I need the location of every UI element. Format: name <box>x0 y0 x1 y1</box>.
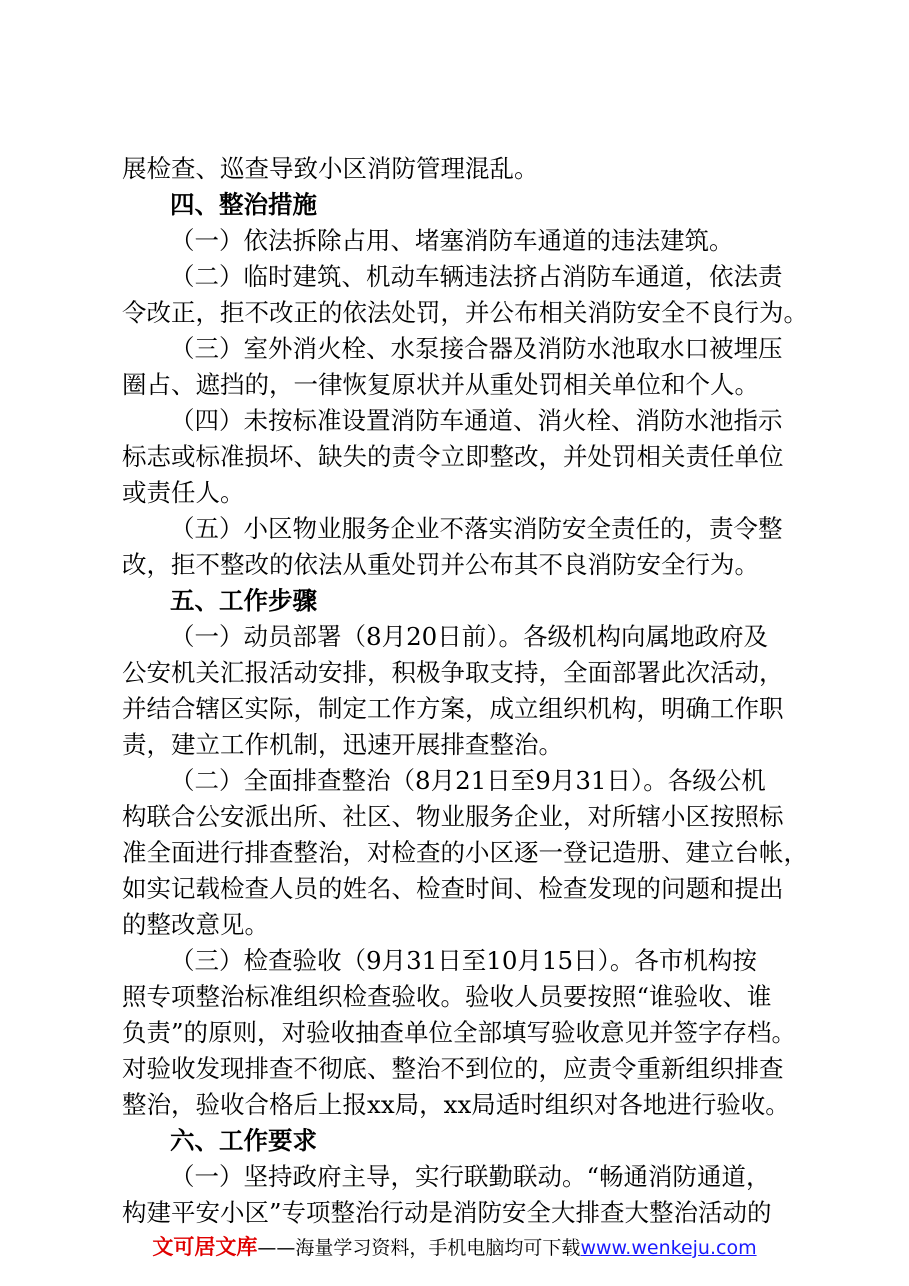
paragraph-line: （一）动员部署（8月20日前）。各级机构向属地政府及 <box>170 622 769 651</box>
paragraph-line: 责，建立工作机制，迅速开展排查整治。 <box>122 730 563 759</box>
paragraph-line: 圈占、遮挡的，一律恢复原状并从重处罚相关单位和个人。 <box>122 370 759 399</box>
paragraph-line: 展检查、巡查导致小区消防管理混乱。 <box>122 154 539 183</box>
paragraph-line: 负责”的原则，对验收抽查单位全部填写验收意见并签字存档。 <box>122 1018 797 1047</box>
paragraph-line: （五）小区物业服务企业不落实消防安全责任的，责令整 <box>170 514 783 543</box>
paragraph-line: （三）检查验收（9月31日至10月15日）。各市机构按 <box>170 946 757 975</box>
paragraph-line: 构联合公安派出所、社区、物业服务企业，对所辖小区按照标 <box>122 802 784 831</box>
paragraph-line: （二）临时建筑、机动车辆违法挤占消防车通道，依法责 <box>170 262 783 291</box>
footer-banner <box>0 1232 909 1263</box>
paragraph-line: 令改正，拒不改正的依法处罚，并公布相关消防安全不良行为。 <box>122 298 808 327</box>
paragraph-line: 整治，验收合格后上报xx局，xx局适时组织对各地进行验收。 <box>122 1090 790 1119</box>
footer-link[interactable]: www.wenkeju.com <box>580 1237 757 1259</box>
paragraph-line: 构建平安小区”专项整治行动是消防安全大排查大整治活动的 <box>122 1198 772 1227</box>
paragraph-line: （三）室外消火栓、水泵接合器及消防水池取水口被埋压 <box>170 334 783 363</box>
paragraph-line: （一）依法拆除占用、堵塞消防车通道的违法建筑。 <box>170 226 734 255</box>
footer-brand: 文可居文库 <box>152 1235 258 1259</box>
section-heading-measures: 四、整治措施 <box>170 190 317 219</box>
section-heading-steps: 五、工作步骤 <box>170 586 317 615</box>
paragraph-line: 公安机关汇报活动安排，积极争取支持，全面部署此次活动， <box>122 658 784 687</box>
paragraph-line: 照专项整治标准组织检查验收。验收人员要按照“谁验收、谁 <box>122 982 772 1011</box>
footer-tagline: ——海量学习资料，手机电脑均可下载 <box>257 1237 581 1259</box>
paragraph-line: （二）全面排查整治（8月21日至9月31日）。各级公机 <box>170 766 766 795</box>
paragraph-line: 或责任人。 <box>122 478 245 507</box>
paragraph-line: 并结合辖区实际，制定工作方案，成立组织机构，明确工作职 <box>122 694 784 723</box>
section-heading-requirements: 六、工作要求 <box>170 1126 317 1155</box>
paragraph-line: 对验收发现排查不彻底、整治不到位的，应责令重新组织排查 <box>122 1054 784 1083</box>
paragraph-line: 改，拒不整改的依法从重处罚并公布其不良消防安全行为。 <box>122 550 759 579</box>
paragraph-line: （四）未按标准设置消防车通道、消火栓、消防水池指示 <box>170 406 783 435</box>
paragraph-line: 准全面进行排查整治，对检查的小区逐一登记造册、建立台帐， <box>122 838 808 867</box>
paragraph-line: 如实记载检查人员的姓名、检查时间、检查发现的问题和提出 <box>122 874 784 903</box>
paragraph-line: 标志或标准损坏、缺失的责令立即整改，并处罚相关责任单位 <box>122 442 784 471</box>
paragraph-line: 的整改意见。 <box>122 910 269 939</box>
paragraph-line: （一）坚持政府主导，实行联勤联动。“畅通消防通道， <box>170 1162 771 1191</box>
